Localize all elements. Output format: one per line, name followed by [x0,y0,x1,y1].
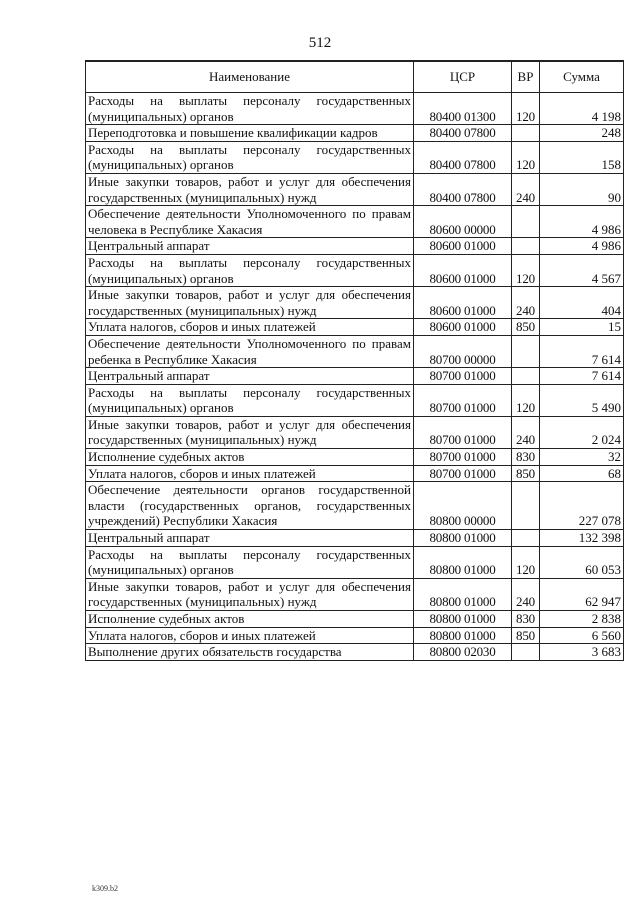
cell-vr: 240 [512,287,540,319]
cell-sum: 62 947 [540,578,624,610]
cell-csr: 80400 01300 [414,93,512,125]
cell-name: Иные закупки товаров, работ и услуг для обеспечения государственных (муниципальных) нужд [86,173,414,205]
header-sum: Сумма [540,61,624,93]
cell-sum: 4 567 [540,254,624,286]
cell-vr: 120 [512,384,540,416]
table-row [86,319,624,336]
cell-vr [512,206,540,238]
cell-vr: 120 [512,141,540,173]
cell-sum: 4 986 [540,238,624,255]
cell-sum: 2 024 [540,416,624,448]
cell-sum: 404 [540,287,624,319]
cell-name: Обеспечение деятельности Уполномоченного по правам ребенка в Республике Хакасия [86,335,414,367]
table-row [86,254,624,286]
cell-csr: 80700 01000 [414,384,512,416]
cell-vr: 120 [512,546,540,578]
header-vr: ВР [512,61,540,93]
table-row [86,287,624,319]
table-row [86,335,624,367]
cell-csr: 80600 00000 [414,206,512,238]
cell-vr: 240 [512,416,540,448]
table-row [86,465,624,482]
cell-vr: 850 [512,465,540,482]
cell-vr: 830 [512,449,540,466]
cell-name: Расходы на выплаты персоналу государственных (муниципальных) органов [86,254,414,286]
cell-vr [512,368,540,385]
cell-sum: 6 560 [540,627,624,644]
cell-sum: 5 490 [540,384,624,416]
cell-csr: 80700 01000 [414,465,512,482]
cell-vr: 850 [512,319,540,336]
table-row [86,530,624,547]
cell-name: Иные закупки товаров, работ и услуг для обеспечения государственных (муниципальных) нужд [86,287,414,319]
table-row [86,627,624,644]
cell-name: Исполнение судебных актов [86,449,414,466]
cell-csr: 80600 01000 [414,319,512,336]
cell-vr: 830 [512,611,540,628]
cell-vr: 240 [512,173,540,205]
table-row [86,644,624,661]
cell-csr: 80700 01000 [414,416,512,448]
table-row [86,93,624,125]
cell-name: Расходы на выплаты персоналу государственных (муниципальных) органов [86,384,414,416]
cell-csr: 80800 00000 [414,482,512,530]
cell-csr: 80700 00000 [414,335,512,367]
cell-name: Исполнение судебных актов [86,611,414,628]
table-row [86,449,624,466]
cell-csr: 80800 01000 [414,627,512,644]
cell-name: Уплата налогов, сборов и иных платежей [86,465,414,482]
table-row [86,482,624,530]
cell-csr: 80800 01000 [414,530,512,547]
table-row [86,173,624,205]
cell-sum: 32 [540,449,624,466]
table-row [86,125,624,142]
cell-vr [512,238,540,255]
cell-name: Иные закупки товаров, работ и услуг для обеспечения государственных (муниципальных) нужд [86,578,414,610]
cell-vr [512,125,540,142]
table-header-row [86,61,624,93]
cell-sum: 15 [540,319,624,336]
cell-sum: 3 683 [540,644,624,661]
cell-name: Центральный аппарат [86,530,414,547]
table-row [86,141,624,173]
cell-name: Иные закупки товаров, работ и услуг для обеспечения государственных (муниципальных) нужд [86,416,414,448]
cell-vr [512,644,540,661]
cell-name: Выполнение других обязательств государства [86,644,414,661]
cell-vr [512,335,540,367]
cell-name: Обеспечение деятельности Уполномоченного по правам человека в Республике Хакасия [86,206,414,238]
cell-vr [512,530,540,547]
cell-name: Уплата налогов, сборов и иных платежей [86,319,414,336]
header-name: Наименование [86,61,414,93]
cell-csr: 80800 01000 [414,611,512,628]
cell-csr: 80800 01000 [414,546,512,578]
cell-name: Расходы на выплаты персоналу государственных (муниципальных) органов [86,141,414,173]
cell-vr: 850 [512,627,540,644]
cell-sum: 227 078 [540,482,624,530]
cell-csr: 80600 01000 [414,238,512,255]
cell-csr: 80600 01000 [414,287,512,319]
budget-table [85,60,624,661]
cell-csr: 80800 02030 [414,644,512,661]
cell-csr: 80800 01000 [414,578,512,610]
table-row [86,416,624,448]
cell-sum: 4 198 [540,93,624,125]
cell-vr: 120 [512,93,540,125]
cell-vr [512,482,540,530]
cell-csr: 80700 01000 [414,449,512,466]
table-row [86,384,624,416]
cell-sum: 158 [540,141,624,173]
cell-sum: 60 053 [540,546,624,578]
table-row [86,206,624,238]
cell-sum: 132 398 [540,530,624,547]
cell-vr: 120 [512,254,540,286]
cell-csr: 80600 01000 [414,254,512,286]
cell-name: Расходы на выплаты персоналу государственных (муниципальных) органов [86,546,414,578]
cell-vr: 240 [512,578,540,610]
table-row [86,368,624,385]
cell-name: Обеспечение деятельности органов государственной власти (государственных органов, государственных учреждений) Республики Хакасия [86,482,414,530]
table-row [86,611,624,628]
page-number: 512 [308,35,332,51]
cell-sum: 248 [540,125,624,142]
cell-name: Переподготовка и повышение квалификации кадров [86,125,414,142]
cell-sum: 4 986 [540,206,624,238]
cell-name: Расходы на выплаты персоналу государственных (муниципальных) органов [86,93,414,125]
cell-csr: 80400 07800 [414,125,512,142]
cell-sum: 68 [540,465,624,482]
footer-code: k309.b2 [92,884,118,893]
table-row [86,238,624,255]
table-row [86,578,624,610]
table-row [86,546,624,578]
cell-name: Уплата налогов, сборов и иных платежей [86,627,414,644]
cell-sum: 2 838 [540,611,624,628]
cell-csr: 80400 07800 [414,173,512,205]
cell-name: Центральный аппарат [86,238,414,255]
cell-csr: 80700 01000 [414,368,512,385]
cell-sum: 90 [540,173,624,205]
cell-sum: 7 614 [540,368,624,385]
cell-sum: 7 614 [540,335,624,367]
cell-name: Центральный аппарат [86,368,414,385]
cell-csr: 80400 07800 [414,141,512,173]
header-csr: ЦСР [414,61,512,93]
